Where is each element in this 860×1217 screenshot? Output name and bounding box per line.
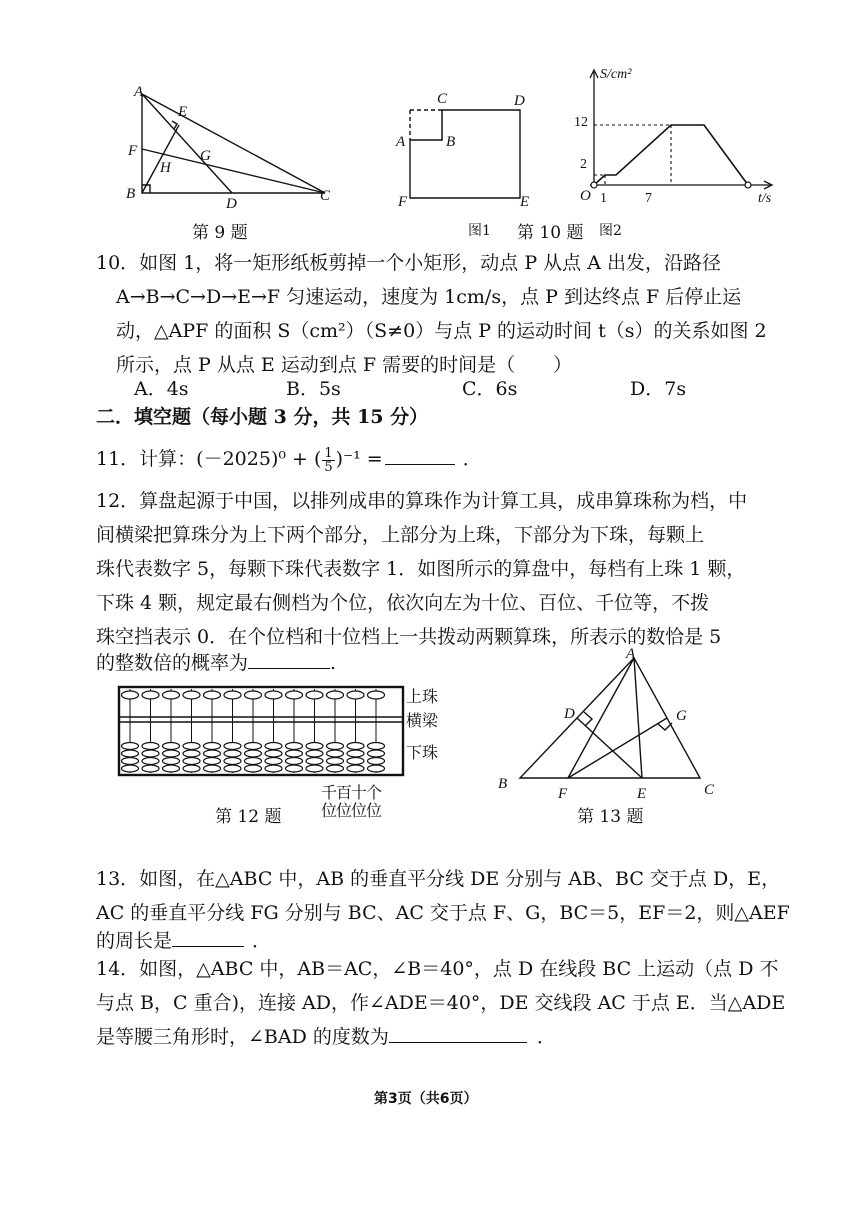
q10-option-a: A．4s — [134, 378, 189, 400]
page-footer: 第3页（共6页） — [374, 1091, 478, 1107]
upper-bead — [306, 691, 323, 699]
q14-line3 — [96, 1020, 556, 1054]
origin-label: O — [580, 188, 591, 204]
q11-prefix: 11．计算：(－2025)⁰ + ( — [96, 448, 322, 470]
q13-answer-blank[interactable] — [172, 924, 244, 947]
lower-bead — [245, 765, 262, 772]
lower-bead — [142, 758, 159, 765]
label-A: A — [134, 84, 144, 100]
lower-bead — [245, 743, 262, 750]
q14-answer-blank[interactable] — [389, 1020, 527, 1043]
lower-bead — [224, 765, 241, 772]
upper-bead — [183, 691, 200, 699]
lower-bead — [347, 758, 364, 765]
q12-line5: 珠空挡表示 0．在个位档和十位档上一共拨动两颗算珠，所表示的数恰是 5 — [96, 626, 722, 648]
abacus-place-bottom: 位位位位 — [321, 801, 382, 820]
label-D: D — [226, 196, 237, 210]
q12-line3: 珠代表数字 5，每颗下珠代表数字 1．如图所示的算盘中，每档有上珠 1 颗， — [96, 558, 746, 580]
lower-bead — [265, 758, 282, 765]
upper-bead — [265, 691, 282, 699]
lower-bead — [327, 750, 344, 757]
q13-line1: 13．如图，在△ABC 中，AB 的垂直平分线 DE 分别与 AB、BC 交于点 D，E， — [96, 868, 781, 890]
lower-bead — [122, 765, 139, 772]
lower-bead — [347, 750, 364, 757]
label-B: B — [498, 776, 508, 792]
lower-bead — [368, 743, 385, 750]
label-C: C — [437, 91, 448, 107]
label-C: C — [704, 782, 715, 798]
lower-bead — [306, 750, 323, 757]
lower-bead — [122, 750, 139, 757]
lower-bead — [347, 765, 364, 772]
figure-13 — [492, 644, 732, 802]
label-H: H — [160, 160, 171, 176]
label-A: A — [396, 134, 406, 150]
caption-fig9: 第 9 题 — [192, 223, 248, 243]
label-D: D — [564, 706, 575, 722]
lower-bead — [286, 743, 303, 750]
figure-10-1 — [390, 88, 540, 210]
lower-bead — [163, 750, 180, 757]
label-F: F — [558, 786, 568, 802]
lower-bead — [265, 743, 282, 750]
label-F: F — [128, 143, 138, 159]
q12-line2: 间横梁把算珠分为上下两个部分，上部分为上珠，下部分为下珠，每颗上 — [96, 524, 705, 546]
q10-option-b: B．5s — [286, 378, 341, 400]
lower-bead — [224, 758, 241, 765]
lower-bead — [368, 750, 385, 757]
q14-line1: 14．如图，△ABC 中，AB＝AC，∠B＝40°，点 D 在线段 BC 上运动（点 D 不 — [96, 958, 779, 980]
x-tick-7: 7 — [645, 191, 652, 206]
upper-bead — [327, 691, 344, 699]
lower-bead — [204, 743, 221, 750]
lower-bead — [183, 758, 200, 765]
label-D: D — [514, 93, 525, 109]
lower-bead — [142, 765, 159, 772]
lower-bead — [142, 743, 159, 750]
lower-bead — [204, 750, 221, 757]
lower-bead — [368, 765, 385, 772]
lower-bead — [163, 758, 180, 765]
caption-fig10-2: 图2 — [599, 223, 622, 239]
lower-bead — [224, 750, 241, 757]
q10-line4: 所示，点 P 从点 E 运动到点 F 需要的时间是（ ） — [116, 354, 573, 376]
q10-line3: 动，△APF 的面积 S（cm²）（S≠0）与点 P 的运动时间 t（s）的关系如图 2 — [116, 320, 767, 342]
label-C: C — [320, 188, 331, 204]
lower-bead — [224, 743, 241, 750]
label-B: B — [446, 134, 456, 150]
q14-line2: 与点 B，C 重合)，连接 AD，作∠ADE＝40°，DE 交线段 AC 于点 E．当△ADE — [96, 992, 786, 1014]
abacus-beam-label: 横梁 — [406, 711, 439, 730]
label-G: G — [676, 708, 687, 724]
lower-bead — [306, 758, 323, 765]
y-axis-label: S/cm² — [600, 67, 632, 82]
lower-bead — [122, 758, 139, 765]
q10-line1: 10．如图 1，将一矩形纸板剪掉一个小矩形，动点 P 从点 A 出发，沿路径 — [96, 252, 721, 274]
upper-bead — [163, 691, 180, 699]
lower-bead — [163, 765, 180, 772]
upper-bead — [245, 691, 262, 699]
q11-end: ． — [462, 448, 482, 470]
upper-bead — [286, 691, 303, 699]
label-E: E — [637, 786, 647, 802]
label-A: A — [626, 646, 636, 662]
q12-line6-end: . — [330, 652, 337, 674]
caption-fig13: 第 13 题 — [577, 807, 644, 827]
label-G: G — [200, 148, 211, 164]
lower-bead — [327, 743, 344, 750]
lower-bead — [204, 758, 221, 765]
lower-bead — [142, 750, 159, 757]
q14-line3-end: ． — [536, 1026, 556, 1048]
q13-line3-text: 的周长是 — [96, 930, 173, 952]
q10-line2: A→B→C→D→E→F 匀速运动，速度为 1cm/s，点 P 到达终点 F 后停止运 — [116, 286, 742, 308]
lower-bead — [122, 743, 139, 750]
lower-bead — [327, 765, 344, 772]
endpoint-1 — [745, 182, 751, 188]
label-E: E — [520, 194, 530, 210]
lower-bead — [183, 765, 200, 772]
upper-bead — [122, 691, 139, 699]
q12-line6 — [96, 646, 336, 680]
lower-bead — [245, 750, 262, 757]
lower-bead — [286, 750, 303, 757]
upper-bead — [347, 691, 364, 699]
lower-bead — [245, 758, 262, 765]
q12-line6-text: 的整数倍的概率为 — [96, 652, 249, 674]
lower-bead — [347, 743, 364, 750]
x-tick-1: 1 — [600, 191, 607, 206]
abacus-upper-label: 上珠 — [406, 687, 439, 706]
abacus-lower-label: 下珠 — [406, 743, 439, 762]
lower-bead — [163, 743, 180, 750]
caption-fig10: 第 10 题 — [517, 223, 584, 243]
q10-option-c: C．6s — [462, 378, 518, 400]
lower-bead — [368, 758, 385, 765]
lower-bead — [183, 743, 200, 750]
q11-frac-den: 5 — [324, 459, 333, 475]
q11-fraction — [322, 447, 334, 474]
q13-line3-end: ． — [252, 930, 272, 952]
q11-answer-blank[interactable] — [385, 442, 455, 465]
figure-9 — [120, 80, 350, 210]
label-E: E — [178, 104, 188, 120]
figure-10-2-chart — [570, 60, 790, 215]
y-tick-2: 2 — [580, 157, 587, 172]
q11-line — [96, 442, 482, 476]
lower-bead — [327, 758, 344, 765]
y-tick-12: 12 — [574, 115, 588, 130]
q12-line4: 下珠 4 颗，规定最右侧档为个位，依次向左为十位、百位、千位等，不拨 — [96, 592, 710, 614]
lower-bead — [306, 765, 323, 772]
x-axis-label: t/s — [758, 191, 772, 206]
upper-bead — [368, 691, 385, 699]
upper-bead — [142, 691, 159, 699]
q10-option-d: D．7s — [630, 378, 687, 400]
lower-bead — [286, 758, 303, 765]
q14-line3-text: 是等腰三角形时，∠BAD 的度数为 — [96, 1026, 389, 1048]
lower-bead — [286, 765, 303, 772]
q12-line1: 12．算盘起源于中国，以排列成串的算珠作为计算工具，成串算珠称为档，中 — [96, 490, 748, 512]
caption-fig10-1: 图1 — [468, 223, 491, 239]
lower-bead — [306, 743, 323, 750]
upper-bead — [204, 691, 221, 699]
q13-line2: AC 的垂直平分线 FG 分别与 BC、AC 交于点 F、G，BC＝5，EF＝2，则△AEF — [96, 902, 790, 924]
abacus-figure — [116, 684, 406, 780]
abacus-place-top: 千百十个 — [321, 783, 382, 802]
q11-suffix: )⁻¹ = — [335, 448, 383, 470]
lower-bead — [265, 750, 282, 757]
caption-fig12: 第 12 题 — [215, 807, 282, 827]
upper-bead — [224, 691, 241, 699]
label-F: F — [398, 194, 408, 210]
lower-bead — [265, 765, 282, 772]
q11-frac-num: 1 — [324, 445, 333, 461]
endpoint-0 — [591, 182, 597, 188]
section-2-heading: 二．填空题（每小题 3 分，共 15 分） — [96, 406, 429, 428]
q12-answer-blank[interactable] — [248, 646, 330, 669]
lower-bead — [183, 750, 200, 757]
label-B: B — [126, 186, 136, 202]
lower-bead — [204, 765, 221, 772]
